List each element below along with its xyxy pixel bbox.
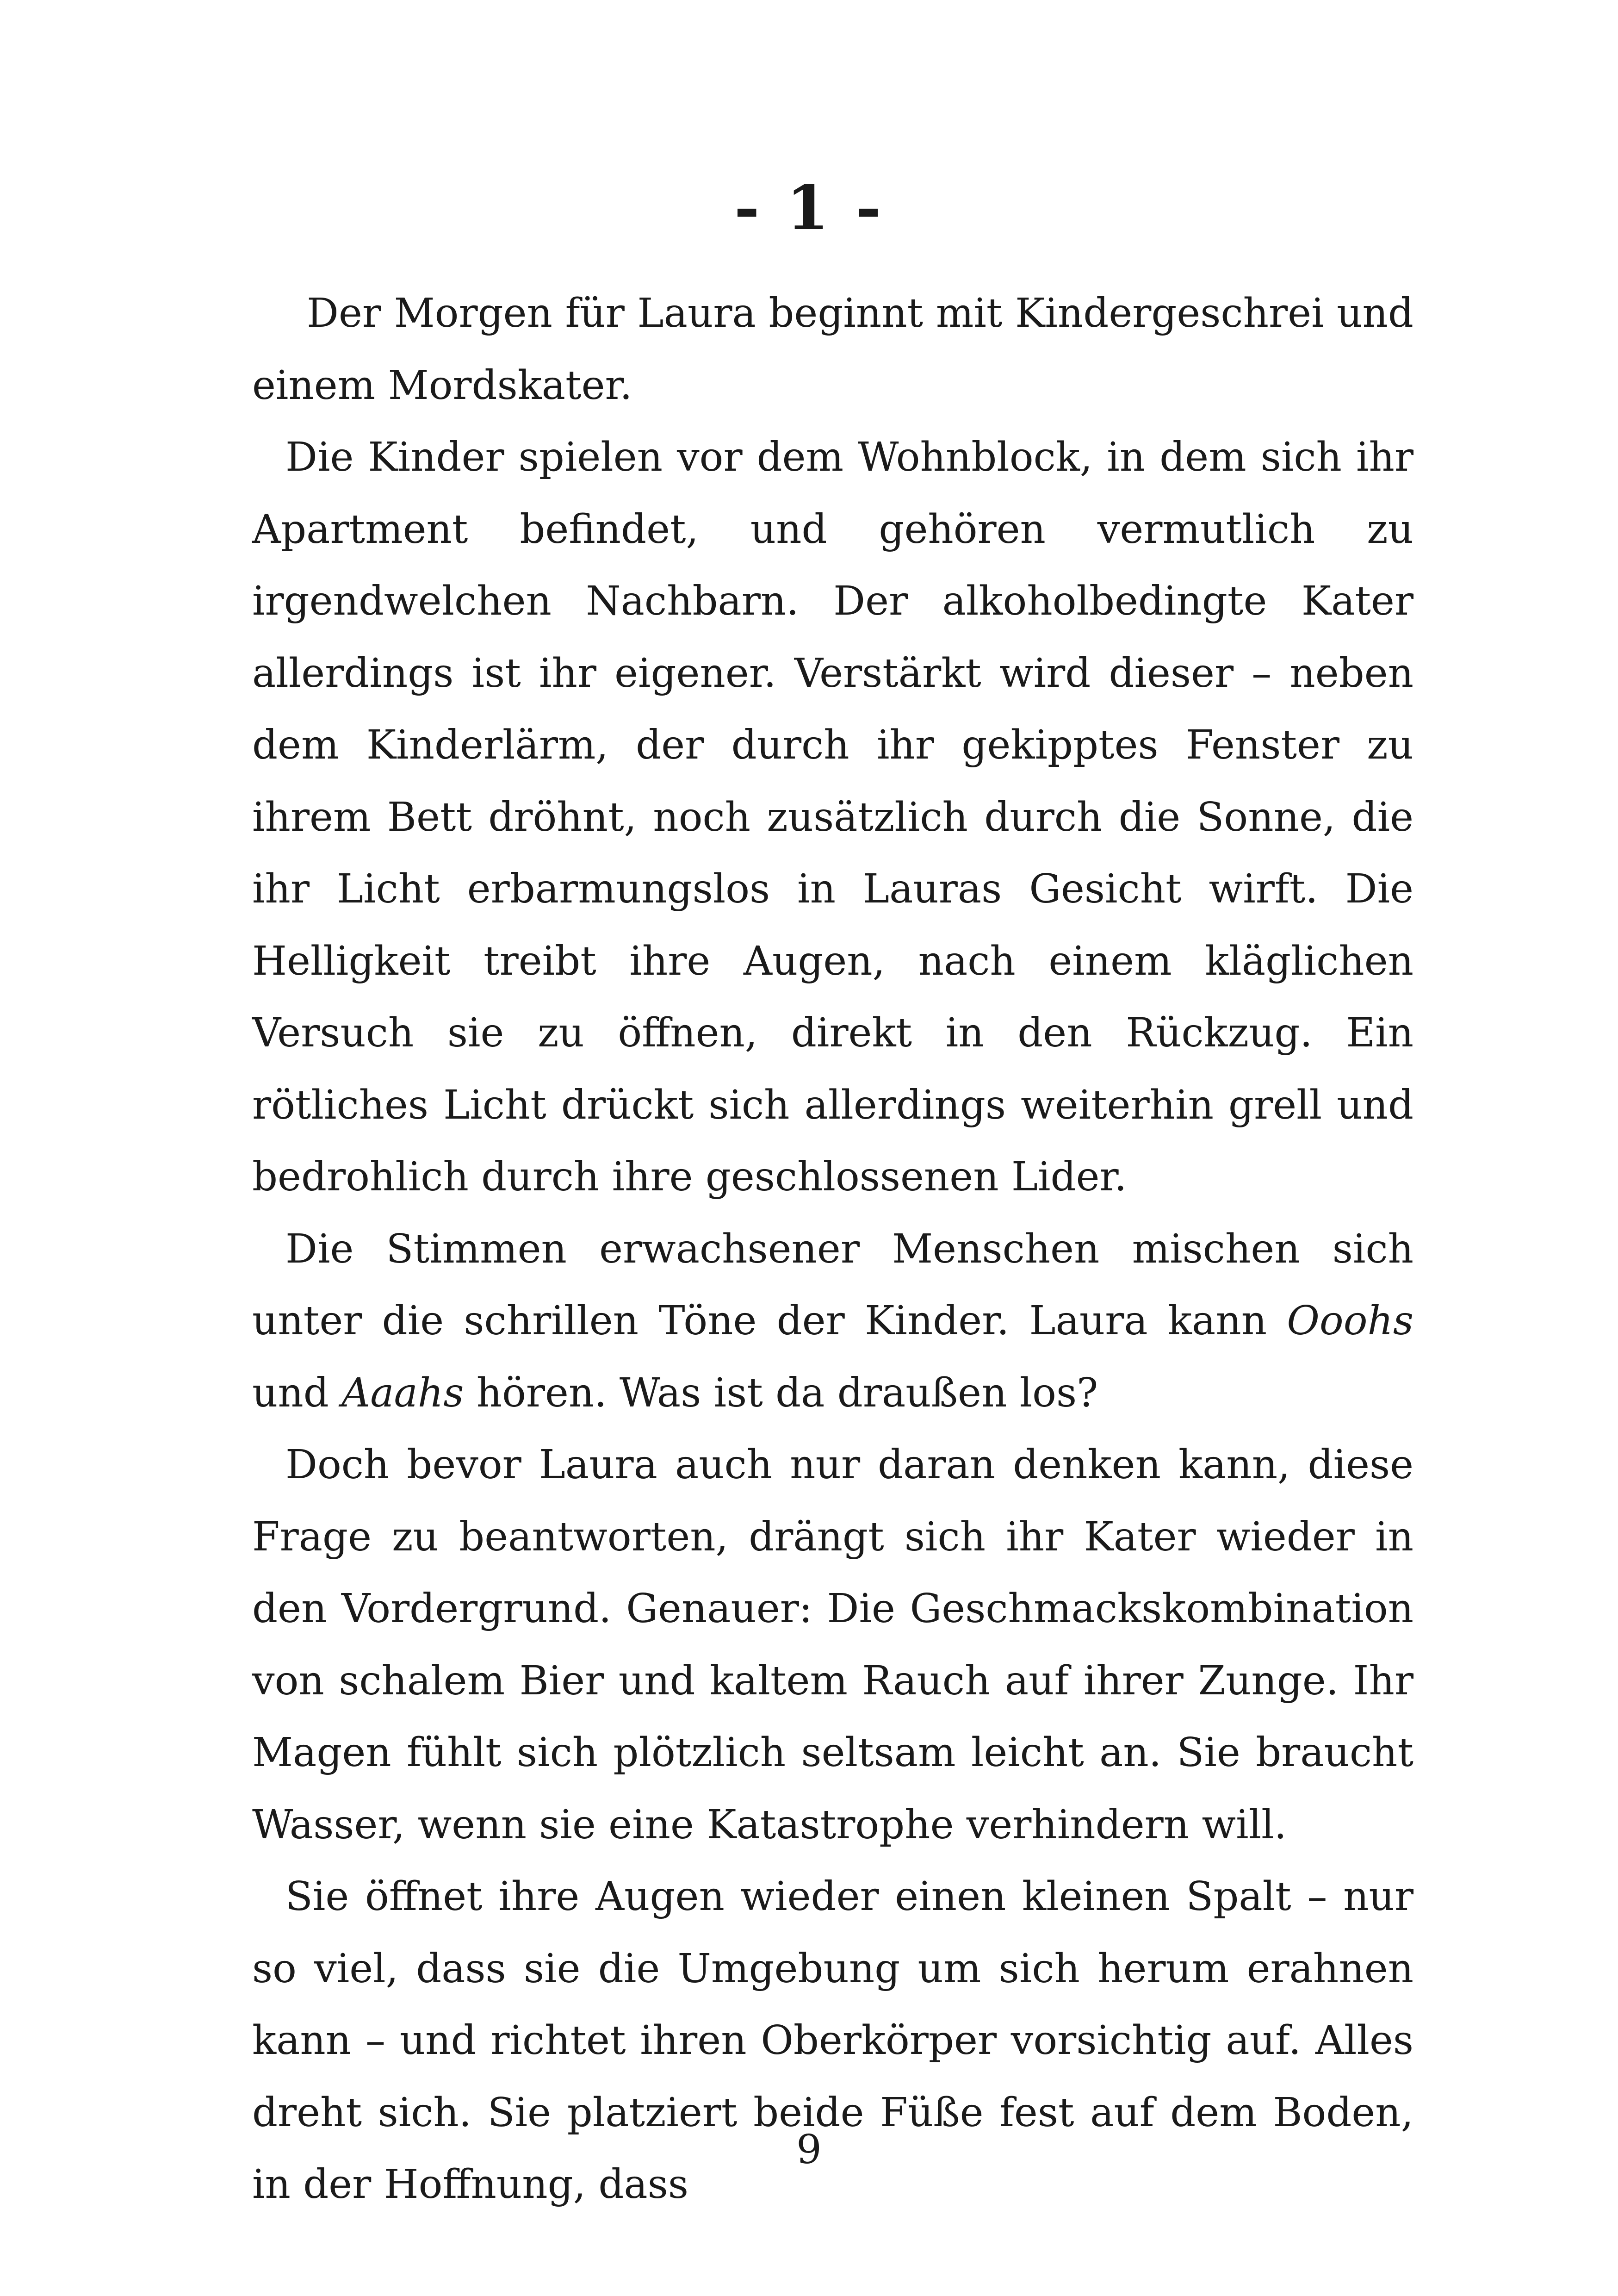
italic-aaahs: Aaahs	[341, 1369, 464, 1416]
paragraph-4: Doch bevor Laura auch nur daran denken kann, diese Frage zu beantworten, drängt sich ihr Kater wieder in den Vordergrund. Genauer: Die Geschmackskombination von schalem Bier und kaltem Rauch auf ihrer Zunge. Ihr Magen fühlt sich plötzlich seltsam leicht an. Sie braucht Wasser, wenn sie eine Katastrophe verhindern will.	[252, 1442, 1413, 1848]
paragraph-3-part-1: Die Stimmen erwachsener Menschen mischen sich unter die schrillen Töne der Kinder. Laura kann	[252, 1226, 1413, 1344]
chapter-heading: - 1 -	[734, 172, 884, 244]
chapter-body	[252, 278, 1413, 2221]
paragraph-1: Der Morgen für Laura beginnt mit Kindergeschrei und einem Mordskater.	[252, 290, 1413, 409]
paragraph-5: Sie öffnet ihre Augen wieder einen kleinen Spalt – nur so viel, dass sie die Umgebung um sich herum erahnen kann – und richtet ihren Oberkörper vorsichtig auf. Alles dreht sich. Sie platziert beide Füße fest auf dem Boden, in der Hoffnung, dass	[252, 1873, 1413, 2208]
italic-ooohs: Ooohs	[1287, 1298, 1413, 1344]
page-number: 9	[796, 2127, 822, 2173]
paragraph-3-part-3: hören. Was ist da draußen los?	[464, 1369, 1098, 1416]
paragraph-3-part-2: und	[252, 1369, 342, 1416]
paragraph-2: Die Kinder spielen vor dem Wohnblock, in dem sich ihr Apartment befindet, und gehören vermutlich zu irgendwelchen Nachbarn. Der alkoholbedingte Kater allerdings ist ihr eigener. Verstärkt wird dieser – neben dem Kinderlärm, der durch ihr gekipptes Fenster zu ihrem Bett dröhnt, noch zusätzlich durch die Sonne, die ihr Licht erbarmungslos in Lauras Gesicht wirft. Die Helligkeit treibt ihre Augen, nach einem kläglichen Versuch sie zu öffnen, direkt in den Rückzug. Ein rötliches Licht drückt sich allerdings weiterhin grell und bedrohlich durch ihre geschlossenen Lider.	[252, 434, 1413, 1200]
paragraph-3	[252, 1213, 1413, 1430]
